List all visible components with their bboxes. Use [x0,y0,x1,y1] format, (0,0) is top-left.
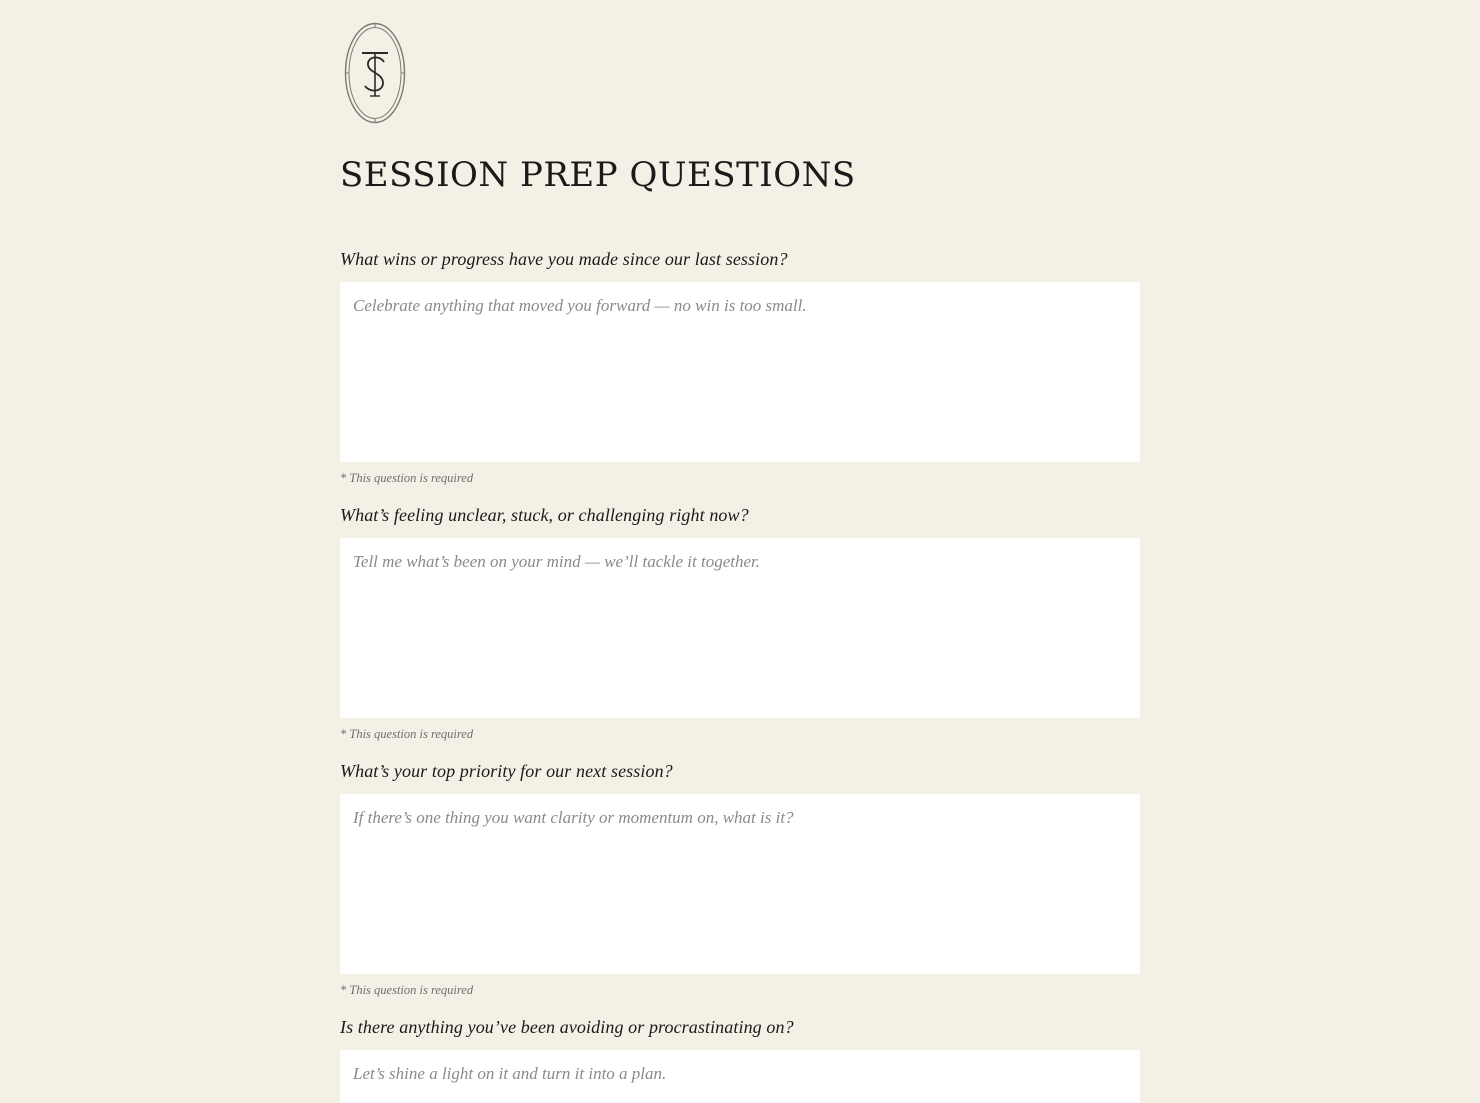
monogram-ts-icon [344,22,406,124]
question-wins [340,248,1140,486]
question-avoiding [340,1016,1140,1103]
question-priority [340,760,1140,998]
challenges-answer-field[interactable] [340,538,1140,718]
question-challenges [340,504,1140,742]
page [340,0,1140,1103]
required-note: * This question is required [340,471,474,485]
required-note: * This question is required [340,983,474,997]
priority-answer-field[interactable] [340,794,1140,974]
question-label: What’s your top priority for our next session? [340,761,673,781]
question-label: What wins or progress have you made since our last session? [340,249,788,269]
required-note: * This question is required [340,727,474,741]
session-prep-form [340,248,1140,1103]
wins-answer-field[interactable] [340,282,1140,462]
avoiding-answer-field[interactable] [340,1050,1140,1103]
question-label: Is there anything you’ve been avoiding or procrastinating on? [340,1017,794,1037]
question-label: What’s feeling unclear, stuck, or challenging right now? [340,505,749,525]
page-title: SESSION PREP QUESTIONS [340,155,856,195]
